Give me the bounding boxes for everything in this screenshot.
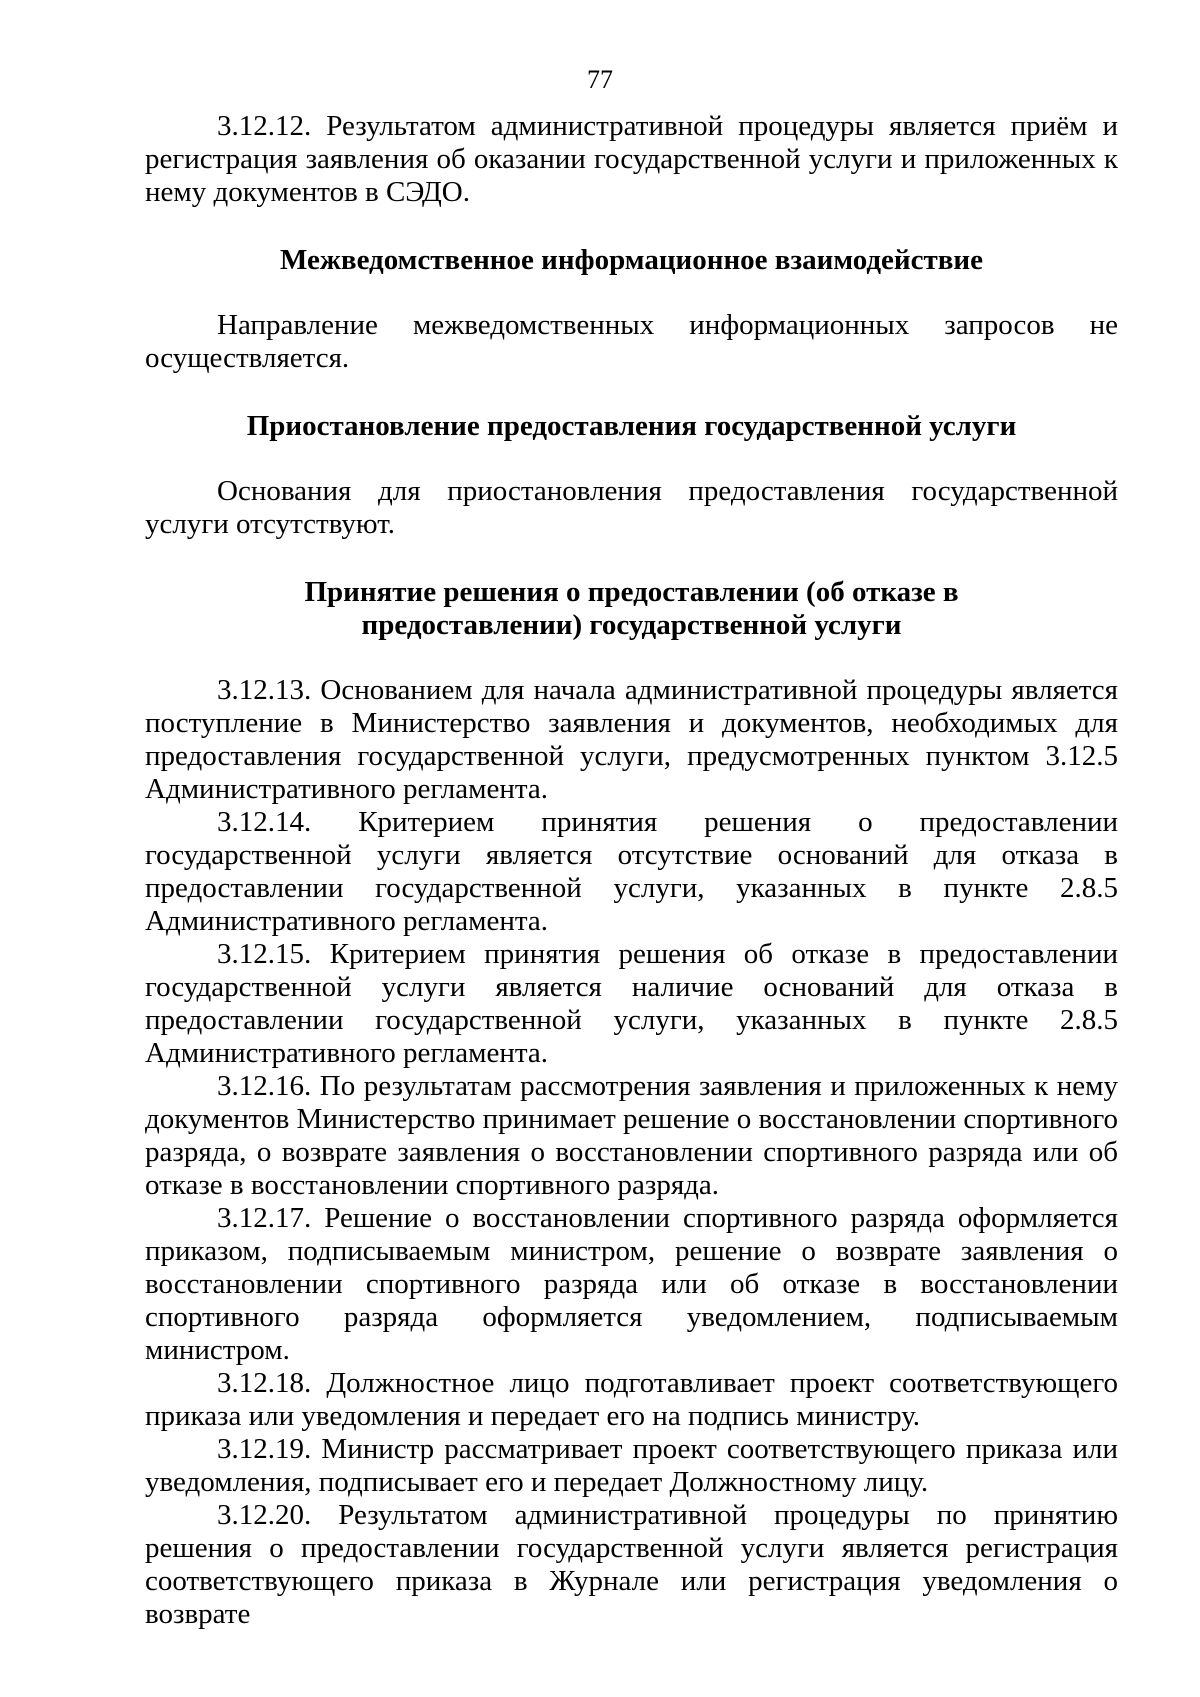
paragraph-3-12-19: 3.12.19. Министр рассматривает проект соответствующего приказа или уведомления, подписывает его и передает Должностному лицу. <box>145 1433 1118 1498</box>
paragraph-interagency-requests: Направление межведомственных информационных запросов не осуществляется. <box>145 309 1118 374</box>
heading-interagency-interaction: Межведомственное информационное взаимодействие <box>280 244 983 276</box>
document-body <box>145 110 1118 1631</box>
paragraph-3-12-17: 3.12.17. Решение о восстановлении спортивного разряда оформляется приказом, подписываемым министром, решение о возврате заявления о восстановлении спортивного разряда или об отказе в восстановлении спортивного разряда оформляется уведомлением, подписываемым министром. <box>145 1202 1118 1366</box>
paragraph-3-12-18: 3.12.18. Должностное лицо подготавливает проект соответствующего приказа или уведомления и передает его на подпись министру. <box>145 1367 1118 1432</box>
paragraph-3-12-16: 3.12.16. По результатам рассмотрения заявления и приложенных к нему документов Министерство принимает решение о восстановлении спортивного разряда, о возврате заявления о восстановлении спортивного разряда или об отказе в восстановлении спортивного разряда. <box>145 1070 1118 1201</box>
page-number: 77 <box>587 65 613 94</box>
paragraph-suspension-grounds: Основания для приостановления предоставления государственной услуги отсутствуют. <box>145 475 1118 540</box>
paragraph-3-12-20: 3.12.20. Результатом административной процедуры по принятию решения о предоставлении государственной услуги является регистрация соответствующего приказа в Журнале или регистрация уведомления о возврате <box>145 1499 1118 1630</box>
heading-decision: Принятие решения о предоставлении (об отказе в предоставлении) государственной услуги <box>304 576 959 641</box>
paragraph-3-12-13: 3.12.13. Основанием для начала административной процедуры является поступление в Министерство заявления и документов, необходимых для предоставления государственной услуги, предусмотренных пунктом 3.12.5 Административного регламента. <box>145 674 1118 805</box>
paragraph-3-12-12: 3.12.12. Результатом административной процедуры является приём и регистрация заявления об оказании государственной услуги и приложенных к нему документов в СЭДО. <box>145 110 1118 208</box>
paragraph-3-12-14: 3.12.14. Критерием принятия решения о предоставлении государственной услуги является отсутствие оснований для отказа в предоставлении государственной услуги, указанных в пункте 2.8.5 Административного регламента. <box>145 806 1118 937</box>
paragraph-3-12-15: 3.12.15. Критерием принятия решения об отказе в предоставлении государственной услуги является наличие оснований для отказа в предоставлении государственной услуги, указанных в пункте 2.8.5 Административного регламента. <box>145 938 1118 1069</box>
heading-suspension: Приостановление предоставления государственной услуги <box>246 410 1017 442</box>
